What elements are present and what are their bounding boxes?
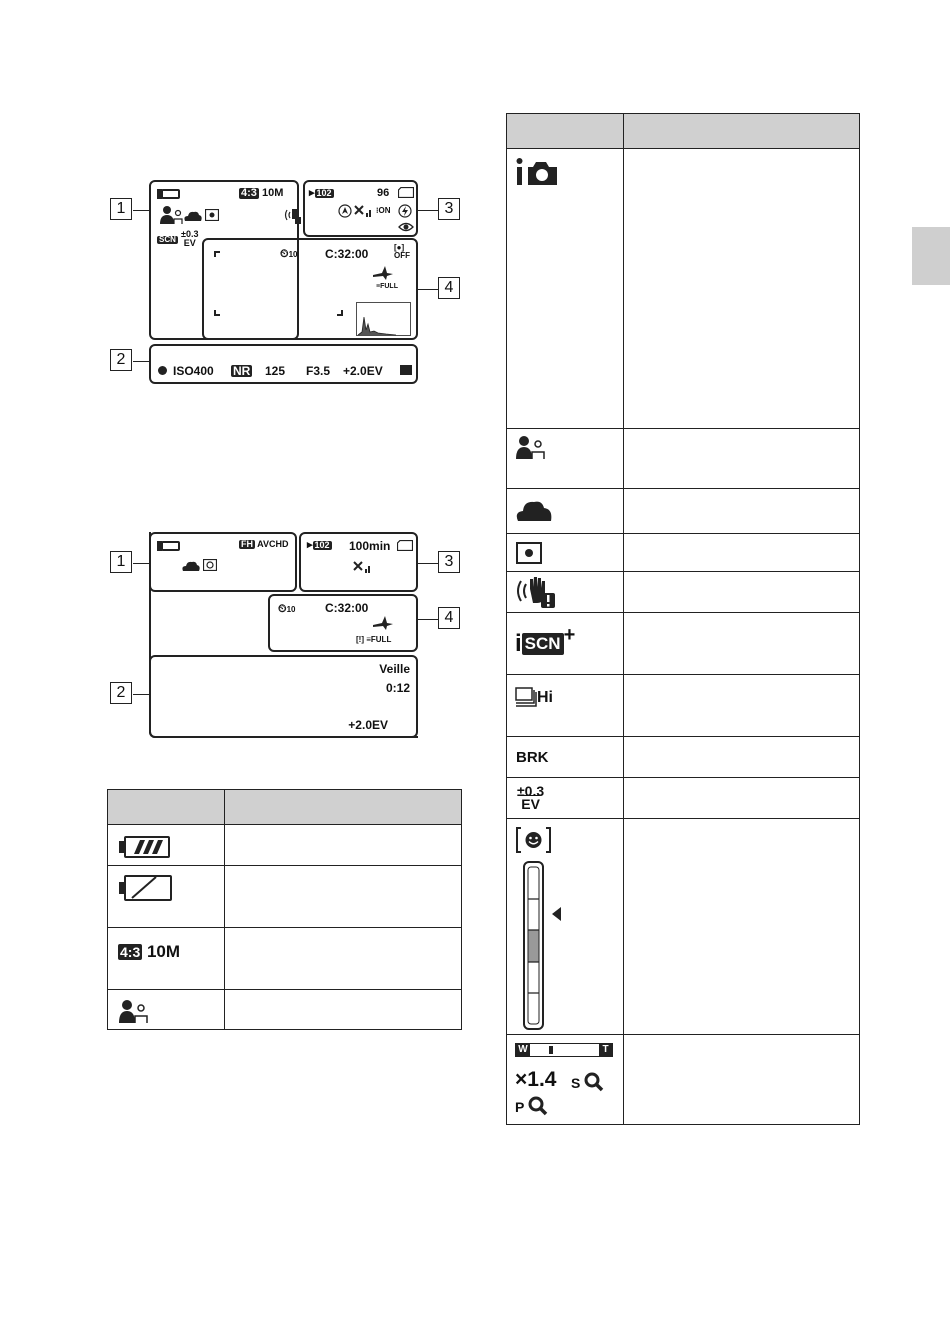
callout-4: 4	[438, 277, 460, 299]
description-cell	[225, 825, 462, 866]
zoom-t-label: T	[599, 1043, 612, 1056]
callout-2: 2	[110, 682, 132, 704]
burst-hi-icon: Hi	[515, 687, 553, 709]
header-cell	[225, 790, 462, 825]
table-row	[507, 489, 860, 534]
description-cell	[624, 778, 860, 819]
face-priority-icon	[159, 204, 185, 226]
leader-line	[133, 694, 150, 695]
cloud-icon	[183, 210, 203, 222]
battery-icon	[161, 189, 180, 199]
recording-time: 0:12	[385, 681, 410, 695]
icon-cell	[507, 1035, 624, 1125]
spot-metering-icon	[205, 209, 219, 221]
face-detection-indicator: [●] OFF	[394, 243, 410, 260]
indicator-table-left	[107, 789, 462, 1030]
recording-clock: C:32:00	[325, 601, 369, 615]
camera-shake-warning-icon	[283, 206, 301, 224]
battery-icon	[161, 541, 180, 551]
gps-signal-icon	[353, 560, 373, 574]
callout-2: 2	[110, 349, 132, 371]
aperture-value: F3.5	[306, 364, 331, 378]
self-timer-indicator: ⏲10	[278, 603, 296, 615]
smile-shutter-icon	[516, 825, 566, 1031]
table-header	[507, 114, 860, 149]
superior-auto-icon: i SCN +	[515, 624, 576, 657]
header-cell	[624, 114, 860, 149]
description-cell	[624, 572, 860, 613]
exposure-value: +2.0EV	[348, 718, 388, 732]
recording-clock: C:32:00	[325, 247, 369, 261]
icon-cell	[108, 928, 225, 990]
table-row	[507, 819, 860, 1035]
icon-cell	[507, 778, 624, 819]
metering-icon	[400, 365, 412, 375]
description-cell	[624, 1035, 860, 1125]
table-row	[108, 928, 462, 990]
header-cell	[108, 790, 225, 825]
folder-indicator: ▸ 102	[309, 187, 332, 199]
icon-cell	[507, 489, 624, 534]
table-row	[507, 737, 860, 778]
remaining-time: 100min	[349, 539, 391, 553]
leader-line	[133, 210, 150, 211]
bracket-icon: BRK	[516, 749, 549, 766]
intelligent-auto-icon	[515, 157, 563, 187]
leader-line	[418, 619, 438, 620]
indicator-table-right	[506, 113, 860, 1125]
icon-cell	[108, 825, 225, 866]
camera-shake-warning-icon	[515, 575, 559, 609]
magnifier-icon	[528, 1096, 548, 1116]
description-cell	[624, 429, 860, 489]
description-cell	[624, 149, 860, 429]
icon-cell	[507, 737, 624, 778]
header-cell	[507, 114, 624, 149]
table-row	[507, 613, 860, 675]
zoom-scale-bar	[515, 1043, 613, 1057]
movie-panel-1	[149, 532, 297, 592]
center-metering-icon	[203, 559, 217, 571]
leader-line	[418, 289, 438, 290]
battery-empty-icon	[124, 875, 172, 901]
exposure-value: +2.0EV	[343, 364, 383, 378]
gps-signal-icon	[354, 204, 374, 218]
table-row	[108, 866, 462, 928]
memory-card-icon	[397, 540, 413, 551]
icon-cell	[507, 534, 624, 572]
icon-cell	[507, 819, 624, 1035]
icon-cell	[108, 990, 225, 1030]
icon-cell	[108, 866, 225, 928]
description-cell	[225, 990, 462, 1030]
description-cell	[624, 489, 860, 534]
table-row	[507, 1035, 860, 1125]
exposure-icon: ±0.3 $\overline{EV}$	[517, 783, 545, 812]
chapter-tab	[912, 227, 950, 285]
movie-panel-2	[149, 655, 418, 738]
smart-zoom-label: S	[571, 1072, 604, 1092]
zoom-position-marker	[549, 1046, 553, 1054]
face-priority-icon	[118, 998, 150, 1024]
airplane-mode-icon	[372, 615, 394, 631]
icon-cell	[507, 675, 624, 737]
burst-full-indicator: [!] ≡FULL	[356, 635, 392, 644]
movie-panel-4	[268, 594, 418, 652]
movie-panel-3	[299, 532, 418, 592]
description-cell	[624, 675, 860, 737]
spot-metering-icon	[516, 542, 542, 564]
recording-dot-icon	[158, 366, 167, 375]
callout-1: 1	[110, 198, 132, 220]
image-size-indicator: 4:3 10M	[241, 187, 284, 199]
description-cell	[225, 928, 462, 990]
callout-3: 3	[438, 551, 460, 573]
af-frame-corner	[214, 310, 220, 316]
wb-indicator: ⁝ON	[376, 206, 391, 215]
remaining-shots: 96	[377, 187, 390, 199]
recording-status: Veille	[379, 662, 410, 676]
portrait-scene-icon	[515, 434, 547, 460]
callout-4: 4	[438, 607, 460, 629]
leader-line	[418, 563, 438, 564]
callout-1: 1	[110, 551, 132, 573]
cloud-icon	[181, 560, 201, 572]
icon-cell	[507, 572, 624, 613]
nr-indicator: NR	[233, 364, 251, 378]
table-row	[507, 429, 860, 489]
zoom-factor: ×1.4	[515, 1068, 557, 1091]
table-row	[108, 825, 462, 866]
flash-off-icon	[398, 204, 412, 218]
table-row	[507, 149, 860, 429]
histogram-icon	[356, 302, 411, 336]
table-header	[108, 790, 462, 825]
table-row	[507, 572, 860, 613]
description-cell	[225, 866, 462, 928]
table-row	[108, 990, 462, 1030]
precision-zoom-label: P	[515, 1096, 548, 1116]
leader-line	[133, 563, 150, 564]
folder-indicator: ▸ 102	[307, 539, 330, 551]
description-cell	[624, 819, 860, 1035]
table-row	[507, 534, 860, 572]
still-panel-2	[149, 344, 418, 384]
icon-cell	[507, 149, 624, 429]
description-cell	[624, 534, 860, 572]
battery-full-icon	[124, 836, 170, 858]
image-size-icon: 4:3 10M	[120, 942, 181, 961]
description-cell	[624, 613, 860, 675]
still-panel-4	[202, 238, 418, 340]
magnifier-icon	[584, 1072, 604, 1092]
ev-indicator: ±0.3 EV	[181, 229, 199, 248]
table-row	[507, 675, 860, 737]
icon-cell	[507, 429, 624, 489]
table-row	[507, 778, 860, 819]
zoom-w-label: W	[516, 1043, 530, 1056]
shutter-speed: 125	[265, 364, 286, 378]
red-eye-icon	[398, 221, 414, 233]
burst-full-indicator: ≡FULL	[376, 283, 398, 290]
leader-line	[133, 361, 150, 362]
memory-card-icon	[398, 187, 414, 198]
af-frame-corner	[337, 310, 343, 316]
movie-quality-indicator: FH AVCHD	[241, 539, 289, 549]
leader-line	[418, 210, 438, 211]
still-panel-3	[303, 180, 418, 237]
cloud-scene-icon	[515, 499, 555, 523]
callout-3: 3	[438, 198, 460, 220]
gps-icon	[338, 204, 352, 218]
iso-indicator: ISO400	[173, 364, 214, 378]
self-timer-indicator: ⏲10	[280, 248, 298, 260]
description-cell	[624, 737, 860, 778]
af-frame-corner	[214, 251, 220, 257]
scn-indicator: SCN	[159, 235, 176, 244]
airplane-mode-icon	[372, 265, 394, 281]
icon-cell	[507, 613, 624, 675]
